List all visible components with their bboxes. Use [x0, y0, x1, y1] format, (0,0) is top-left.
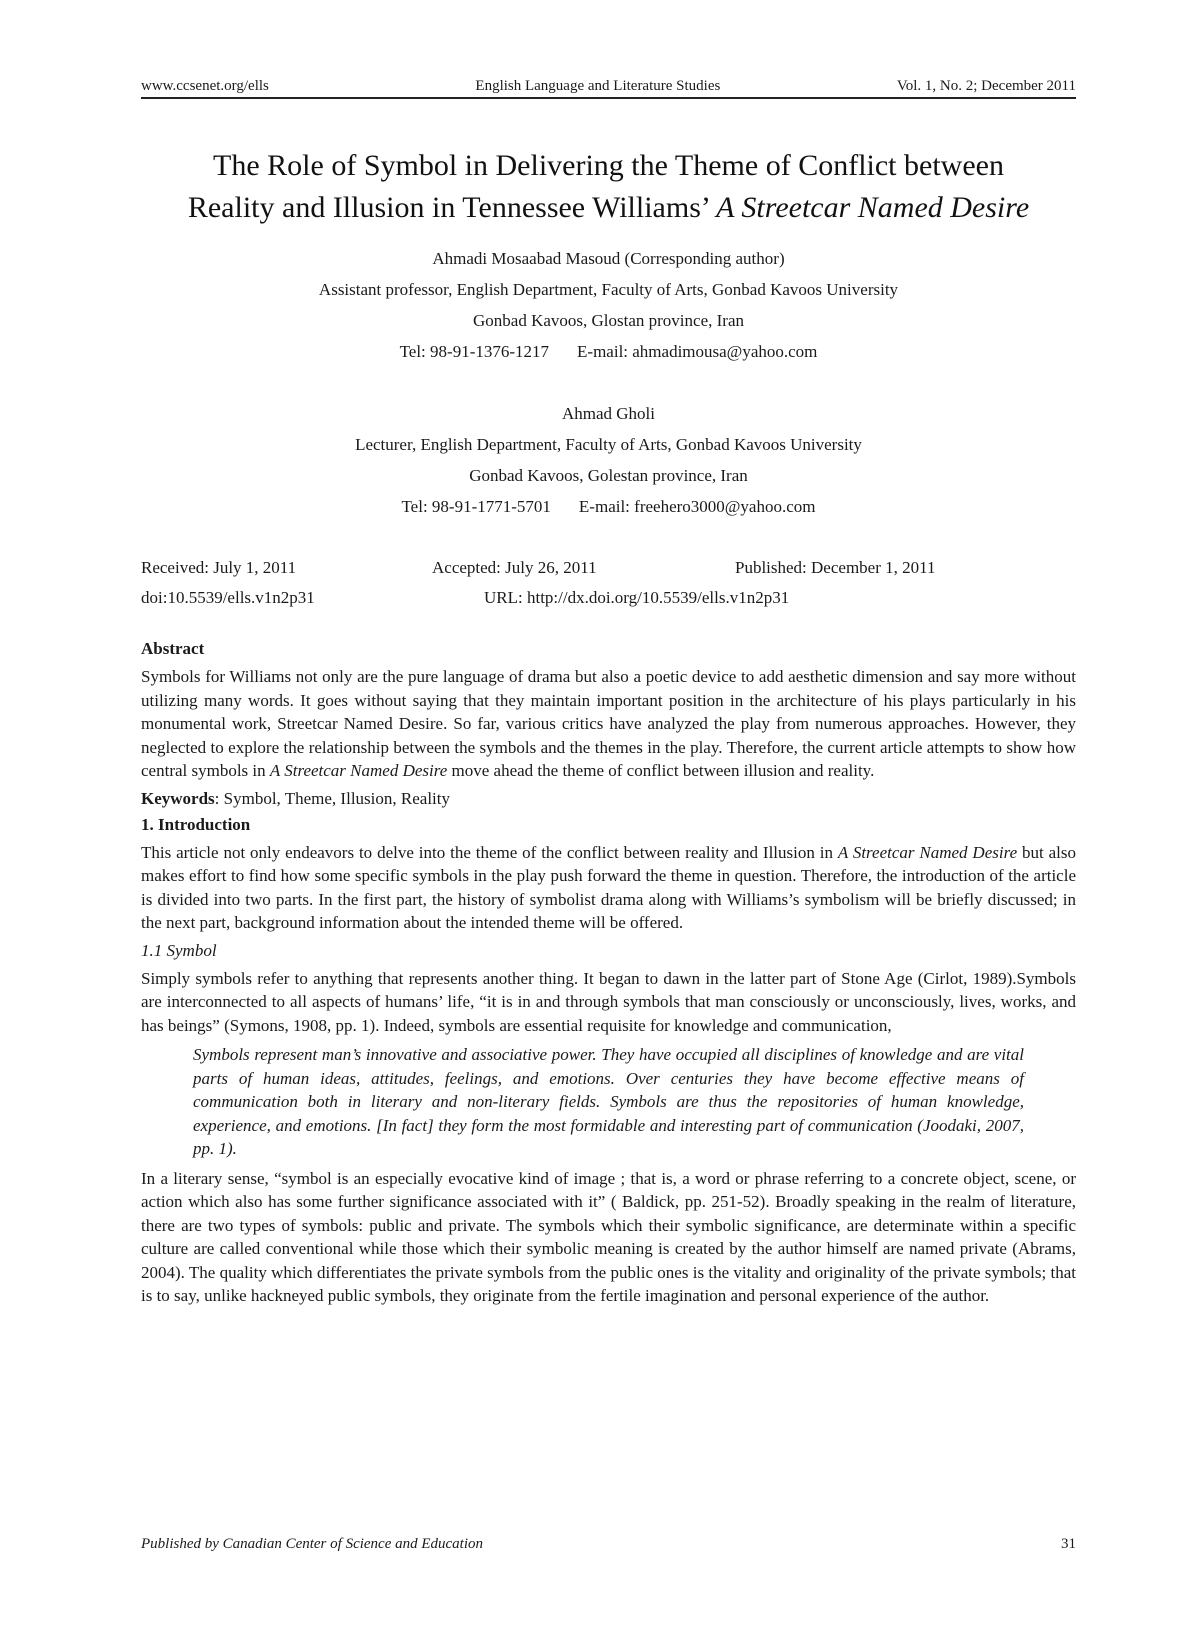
header-url[interactable]: www.ccsenet.org/ells — [141, 78, 269, 94]
author-tel: Tel: 98-91-1771-5701 — [401, 497, 551, 516]
symbol-paragraph-1: Simply symbols refer to anything that represents another thing. It began to dawn in the latter part of Stone Age (Cirlot, 1989).Symbols are interconnected to all aspects of humans’ life, “it is in and through symbols that man consciously or unconsciously, lives, works, and has beings” (Symons, 1908, pp. 1). Indeed, symbols are essential requisite for knowledge and communication, — [141, 968, 1076, 1035]
block-quote: Symbols represent man’s innovative and associative power. They have occupied all disciplines of knowledge and are vital parts of human ideas, attitudes, feelings, and emotions. Over centuries they have become effective means of communication both in literary and non-literary fields. Symbols are thus the repositories of human knowledge, experience, and emotions. [In fact] they form the most formidable and interesting part of communication (Joodaki, 2007, pp. 1). — [193, 1045, 1024, 1158]
header-volume: Vol. 1, No. 2; December 2011 — [896, 78, 1076, 94]
author-contact — [141, 491, 1076, 522]
doi-url[interactable]: URL: http://dx.doi.org/10.5539/ells.v1n2p31 — [484, 588, 790, 607]
dates-row — [141, 553, 1076, 583]
author-email[interactable]: E-mail: freehero3000@yahoo.com — [578, 497, 816, 516]
author-affiliation: Assistant professor, English Department, Faculty of Arts, Gonbad Kavoos University — [318, 280, 899, 299]
title-line-2 — [141, 187, 1076, 229]
abstract-text-a: Symbols for Williams not only are the pure language of drama but also a poetic device to add aesthetic dimension and say more without utilizing many words. It goes without saying that they maintain important position in the architecture of his plays particularly in his monumental work, Streetcar Named Desire. So far, various critics have analyzed the play from numerous approaches. However, they neglected to explore the relationship between the symbols and the themes in the play. Therefore, the current article attempts to show how central symbols in — [141, 667, 1076, 780]
doi: doi:10.5539/ells.v1n2p31 — [141, 588, 315, 607]
publication-dates — [141, 553, 1076, 613]
author-name: Ahmadi Mosaabad Masoud (Corresponding author) — [432, 249, 785, 268]
title-line-2-plain: Reality and Illusion in Tennessee Williams’ — [187, 191, 709, 224]
author-2 — [141, 398, 1076, 522]
title-line-2-italic: A Streetcar Named Desire — [716, 191, 1030, 224]
intro-p1-italic: A Streetcar Named Desire — [837, 842, 1018, 862]
author-email[interactable]: E-mail: ahmadimousa@yahoo.com — [577, 342, 818, 361]
author-contact — [141, 336, 1076, 367]
author-tel: Tel: 98-91-1376-1217 — [399, 342, 550, 361]
symbol-subheading: 1.1 Symbol — [141, 940, 217, 960]
abstract-text-b: move ahead the theme of conflict between illusion and reality. — [447, 761, 875, 780]
accepted-date: Accepted: July 26, 2011 — [432, 558, 597, 577]
introduction-heading: 1. Introduction — [141, 814, 251, 834]
intro-p1-b: but also makes effort to find how some specific symbols in the play push forward the theme in question. Therefore, the introduction of the article is divided into two parts. In the first part, the history of symbolist drama along with Williams’s symbolism will be briefly discussed; in the next part, background information about the intended theme will be offered. — [141, 842, 1076, 932]
symbol-paragraph-2: In a literary sense, “symbol is an especially evocative kind of image ; that is, a word or phrase referring to a concrete object, scene, or action which also has some further significance associated with it” ( Baldick, pp. 251-52). Broadly speaking in the realm of literature, there are two types of symbols: public and private. The symbols which their symbolic significance, are determinate within a specific culture are called conventional while those which their symbolic meaning is created by the author himself are named private (Abrams, 2004). The quality which differentiates the private symbols from the public ones is the vitality and originality of the private symbols; that is to say, unlike hackneyed public symbols, they originate from the fertile imagination and personal experience of the author. — [141, 1168, 1076, 1305]
keywords-text: : Symbol, Theme, Illusion, Reality — [214, 788, 450, 808]
abstract-heading: Abstract — [141, 639, 205, 658]
keywords — [141, 789, 1076, 809]
article-page — [141, 78, 1076, 1308]
author-1 — [141, 243, 1076, 367]
page-footer — [141, 1536, 1076, 1553]
header-journal: English Language and Literature Studies — [475, 78, 721, 94]
intro-p1-a: This article not only endeavors to delve into the theme of the conflict between reality and Illusion in — [141, 842, 838, 862]
page-number: 31 — [1061, 1536, 1076, 1552]
running-header — [141, 78, 1076, 99]
introduction-paragraph-1 — [141, 841, 1076, 935]
author-name: Ahmad Gholi — [561, 404, 656, 423]
author-affiliation: Lecturer, English Department, Faculty of Arts, Gonbad Kavoos University — [355, 435, 862, 454]
title-line-1: The Role of Symbol in Delivering the Theme of Conflict between — [213, 149, 1004, 182]
published-date: Published: December 1, 2011 — [735, 558, 936, 577]
abstract-text-italic: A Streetcar Named Desire — [269, 761, 448, 780]
received-date: Received: July 1, 2011 — [141, 558, 297, 577]
article-title — [141, 145, 1076, 229]
identifiers-row — [141, 583, 1076, 613]
footer-publisher: Published by Canadian Center of Science and Education — [141, 1536, 484, 1552]
abstract-text — [141, 665, 1076, 783]
keywords-label: Keywords — [141, 788, 215, 808]
author-location: Gonbad Kavoos, Golestan province, Iran — [469, 466, 748, 485]
author-location: Gonbad Kavoos, Glostan province, Iran — [473, 311, 744, 330]
